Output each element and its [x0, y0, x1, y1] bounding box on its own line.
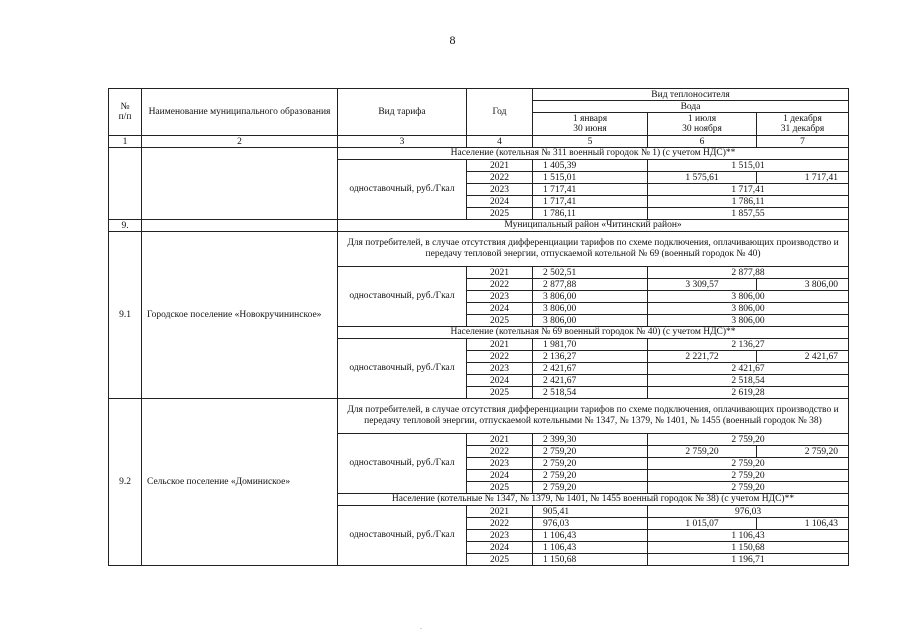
tariff-table-body — [109, 89, 849, 566]
year-cell: 2023 — [467, 184, 533, 196]
value-period-1: 2 399,30 — [533, 434, 648, 446]
header-row-1 — [109, 89, 849, 101]
value-period-2-3: 2 759,20 — [648, 434, 849, 446]
value-period-2: 2 221,72 — [648, 351, 757, 363]
value-period-1: 905,41 — [533, 506, 648, 518]
year-cell: 2025 — [467, 554, 533, 566]
year-cell: 2022 — [467, 172, 533, 184]
year-cell: 2025 — [467, 387, 533, 399]
value-period-3: 2 759,20 — [757, 446, 849, 458]
value-period-2-3: 3 806,00 — [648, 291, 849, 303]
value-period-2: 1 575,61 — [648, 172, 757, 184]
continued-municipality-cell — [142, 148, 338, 220]
year-cell: 2021 — [467, 506, 533, 518]
value-period-1: 1 150,68 — [533, 554, 648, 566]
tariff-type: одноставочный, руб./Гкал — [338, 267, 467, 327]
value-period-3: 3 806,00 — [757, 279, 849, 291]
tariff-table — [108, 88, 849, 566]
value-period-3: 1 106,43 — [757, 518, 849, 530]
value-period-2-3: 2 421,67 — [648, 363, 849, 375]
value-period-2-3: 2 759,20 — [648, 458, 849, 470]
value-period-1: 1 717,41 — [533, 196, 648, 208]
page-number: 8 — [449, 33, 456, 47]
year-cell: 2022 — [467, 279, 533, 291]
block-title-row — [109, 399, 849, 434]
year-cell: 2021 — [467, 160, 533, 172]
value-period-2: 3 309,57 — [648, 279, 757, 291]
section-spacer — [142, 220, 338, 232]
year-cell: 2022 — [467, 446, 533, 458]
value-period-2-3: 3 806,00 — [648, 315, 849, 327]
block-title: Население (котельные № 1347, № 1379, № 1401, № 1455 военный городок № 38) (с учетом НДС)** — [338, 494, 849, 506]
header-period-3: 1 декабря 31 декабря — [757, 113, 849, 136]
value-period-1: 2 136,27 — [533, 351, 648, 363]
column-numbers-row — [109, 136, 849, 148]
value-period-1: 3 806,00 — [533, 303, 648, 315]
value-period-1: 1 515,01 — [533, 172, 648, 184]
value-period-1: 2 759,20 — [533, 446, 648, 458]
continued-num-cell — [109, 148, 142, 220]
value-period-2-3: 2 759,20 — [648, 470, 849, 482]
value-period-2-3: 976,03 — [648, 506, 849, 518]
header-carrier: Вид теплоносителя — [533, 89, 849, 101]
value-period-1: 2 759,20 — [533, 470, 648, 482]
year-cell: 2023 — [467, 291, 533, 303]
value-period-1: 2 759,20 — [533, 482, 648, 494]
header-period-1: 1 января 30 июня — [533, 113, 648, 136]
municipality-name: Городское поселение «Новокручининское» — [142, 232, 338, 399]
value-period-1: 1 106,43 — [533, 530, 648, 542]
section-number: 9. — [109, 220, 142, 232]
block-title: Население (котельная № 69 военный городок № 40) (с учетом НДС)** — [338, 327, 849, 339]
municipality-number: 9.2 — [109, 399, 142, 566]
year-cell: 2024 — [467, 303, 533, 315]
col-number: 4 — [467, 136, 533, 148]
col-number: 7 — [757, 136, 849, 148]
value-period-1: 1 981,70 — [533, 339, 648, 351]
value-period-1: 1 405,39 — [533, 160, 648, 172]
municipality-number: 9.1 — [109, 232, 142, 399]
section-title: Муниципальный район «Читинский район» — [338, 220, 849, 232]
header-municipality: Наименование муниципального образования — [142, 89, 338, 136]
year-cell: 2022 — [467, 351, 533, 363]
year-cell: 2023 — [467, 363, 533, 375]
header-year: Год — [467, 89, 533, 136]
tariff-type: одноставочный, руб./Гкал — [338, 160, 467, 220]
value-period-2-3: 2 759,20 — [648, 482, 849, 494]
block-title: Население (котельная № 311 военный городок № 1) (с учетом НДС)** — [338, 148, 849, 160]
year-cell: 2024 — [467, 196, 533, 208]
year-cell: 2024 — [467, 470, 533, 482]
value-period-2-3: 1 786,11 — [648, 196, 849, 208]
municipality-name: Сельское поселение «Доминиское» — [142, 399, 338, 566]
value-period-1: 976,03 — [533, 518, 648, 530]
block-title-row — [109, 148, 849, 160]
col-number: 1 — [109, 136, 142, 148]
tariff-type: одноставочный, руб./Гкал — [338, 506, 467, 566]
value-period-1: 3 806,00 — [533, 291, 648, 303]
header-num: № п/п — [109, 89, 142, 136]
value-period-1: 1 786,11 — [533, 208, 648, 220]
value-period-2-3: 2 518,54 — [648, 375, 849, 387]
value-period-1: 2 759,20 — [533, 458, 648, 470]
value-period-2-3: 1 196,71 — [648, 554, 849, 566]
header-water: Вода — [533, 101, 849, 113]
value-period-2-3: 1 857,55 — [648, 208, 849, 220]
value-period-1: 2 421,67 — [533, 363, 648, 375]
value-period-2-3: 2 877,88 — [648, 267, 849, 279]
tariff-type: одноставочный, руб./Гкал — [338, 434, 467, 494]
year-cell: 2023 — [467, 458, 533, 470]
value-period-1: 2 877,88 — [533, 279, 648, 291]
year-cell: 2021 — [467, 339, 533, 351]
value-period-3: 1 717,41 — [757, 172, 849, 184]
block-title-row — [109, 232, 849, 267]
tariff-type: одноставочный, руб./Гкал — [338, 339, 467, 399]
value-period-2-3: 2 619,28 — [648, 387, 849, 399]
col-number: 3 — [338, 136, 467, 148]
year-cell: 2021 — [467, 434, 533, 446]
year-cell: 2024 — [467, 542, 533, 554]
col-number: 2 — [142, 136, 338, 148]
value-period-1: 3 806,00 — [533, 315, 648, 327]
year-cell: 2025 — [467, 315, 533, 327]
header-period-2: 1 июля 30 ноября — [648, 113, 757, 136]
value-period-2: 1 015,07 — [648, 518, 757, 530]
value-period-2-3: 1 515,01 — [648, 160, 849, 172]
value-period-2-3: 2 136,27 — [648, 339, 849, 351]
col-number: 5 — [533, 136, 648, 148]
year-cell: 2025 — [467, 208, 533, 220]
value-period-1: 2 518,54 — [533, 387, 648, 399]
stray-mark: . — [420, 622, 422, 631]
value-period-2-3: 3 806,00 — [648, 303, 849, 315]
year-cell: 2021 — [467, 267, 533, 279]
header-tariff-kind: Вид тарифа — [338, 89, 467, 136]
year-cell: 2024 — [467, 375, 533, 387]
col-number: 6 — [648, 136, 757, 148]
block-title: Для потребителей, в случае отсутствия дифференциации тарифов по схеме подключения, оплачивающих производство и передачу тепловой энергии, отпускаемой котельными № 1347, № 1379, № 1401, № 1455 (военный городок № 38) — [338, 399, 849, 434]
year-cell: 2023 — [467, 530, 533, 542]
value-period-2-3: 1 150,68 — [648, 542, 849, 554]
value-period-2-3: 1 717,41 — [648, 184, 849, 196]
block-title: Для потребителей, в случае отсутствия дифференциации тарифов по схеме подключения, оплачивающих производство и передачу тепловой энергии, отпускаемой котельной № 69 (военный городок № 40) — [338, 232, 849, 267]
section-row — [109, 220, 849, 232]
value-period-2: 2 759,20 — [648, 446, 757, 458]
value-period-1: 1 717,41 — [533, 184, 648, 196]
value-period-1: 2 421,67 — [533, 375, 648, 387]
year-cell: 2025 — [467, 482, 533, 494]
value-period-1: 2 502,51 — [533, 267, 648, 279]
value-period-1: 1 106,43 — [533, 542, 648, 554]
value-period-3: 2 421,67 — [757, 351, 849, 363]
year-cell: 2022 — [467, 518, 533, 530]
value-period-2-3: 1 106,43 — [648, 530, 849, 542]
